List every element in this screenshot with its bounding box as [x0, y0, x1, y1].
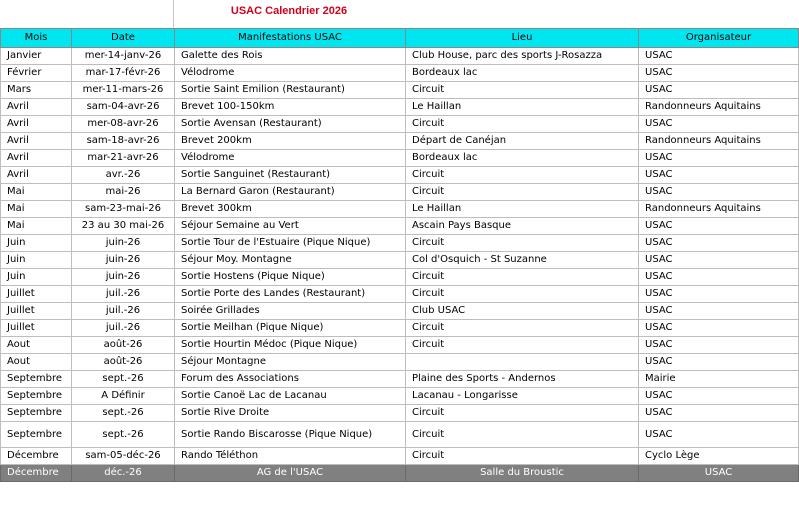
table-row: [1, 303, 799, 320]
cell-date[interactable]: juin-26: [72, 235, 175, 252]
cell-manifestation[interactable]: Brevet 200km: [175, 133, 406, 150]
cell-lieu[interactable]: Salle du Broustic: [406, 465, 639, 482]
cell-lieu[interactable]: Lacanau - Longarisse: [406, 388, 639, 405]
cell-manifestation[interactable]: Sortie Hourtin Médoc (Pique Nique): [175, 337, 406, 354]
table-row: [1, 167, 799, 184]
cell-date[interactable]: sam-23-mai-26: [72, 201, 175, 218]
cell-lieu[interactable]: Circuit: [406, 337, 639, 354]
cell-lieu[interactable]: Départ de Canéjan: [406, 133, 639, 150]
table-row: [1, 99, 799, 116]
table-row: [1, 218, 799, 235]
cell-mois[interactable]: Avril: [1, 167, 72, 184]
cell-date[interactable]: mar-21-avr-26: [72, 150, 175, 167]
cell-lieu[interactable]: Circuit: [406, 320, 639, 337]
cell-date[interactable]: sam-04-avr-26: [72, 99, 175, 116]
table-row: [1, 116, 799, 133]
table-row: [1, 150, 799, 167]
cell-mois[interactable]: Décembre: [1, 448, 72, 465]
cell-organisateur[interactable]: USAC: [639, 422, 799, 448]
header-lieu[interactable]: Lieu: [406, 29, 639, 48]
cell-date[interactable]: sam-05-déc-26: [72, 448, 175, 465]
table-row: [1, 286, 799, 303]
cell-organisateur[interactable]: USAC: [639, 218, 799, 235]
cell-manifestation[interactable]: Séjour Moy. Montagne: [175, 252, 406, 269]
cell-manifestation[interactable]: La Bernard Garon (Restaurant): [175, 184, 406, 201]
header-row: [1, 29, 799, 48]
cell-manifestation[interactable]: Sortie Rive Droite: [175, 405, 406, 422]
table-row: [1, 133, 799, 150]
cell-mois[interactable]: Juin: [1, 235, 72, 252]
cell-date[interactable]: août-26: [72, 354, 175, 371]
cell-mois[interactable]: Février: [1, 65, 72, 82]
cell-manifestation[interactable]: Sortie Meilhan (Pique Nique): [175, 320, 406, 337]
cell-lieu[interactable]: Bordeaux lac: [406, 65, 639, 82]
cell-mois[interactable]: Juin: [1, 252, 72, 269]
table-row: [1, 201, 799, 218]
table-row: [1, 388, 799, 405]
cell-manifestation[interactable]: Sortie Saint Emilion (Restaurant): [175, 82, 406, 99]
cell-lieu[interactable]: Circuit: [406, 82, 639, 99]
cell-lieu[interactable]: Le Haillan: [406, 99, 639, 116]
cell-lieu[interactable]: Circuit: [406, 116, 639, 133]
header-manifestations[interactable]: Manifestations USAC: [175, 29, 406, 48]
cell-manifestation[interactable]: Vélodrome: [175, 150, 406, 167]
cell-mois[interactable]: Juin: [1, 269, 72, 286]
cell-manifestation[interactable]: Sortie Avensan (Restaurant): [175, 116, 406, 133]
cell-organisateur[interactable]: USAC: [639, 82, 799, 99]
cell-date[interactable]: juil.-26: [72, 303, 175, 320]
cell-date[interactable]: sept.-26: [72, 405, 175, 422]
cell-lieu[interactable]: Circuit: [406, 167, 639, 184]
cell-organisateur[interactable]: USAC: [639, 184, 799, 201]
cell-date[interactable]: mer-08-avr-26: [72, 116, 175, 133]
table-body: [1, 48, 799, 482]
cell-manifestation[interactable]: Sortie Rando Biscarosse (Pique Nique): [175, 422, 406, 448]
cell-mois[interactable]: Mars: [1, 82, 72, 99]
cell-lieu[interactable]: [406, 354, 639, 371]
cell-manifestation[interactable]: Sortie Porte des Landes (Restaurant): [175, 286, 406, 303]
cell-mois[interactable]: Janvier: [1, 48, 72, 65]
cell-organisateur[interactable]: Randonneurs Aquitains: [639, 201, 799, 218]
cell-lieu[interactable]: Circuit: [406, 269, 639, 286]
cell-mois[interactable]: Aout: [1, 354, 72, 371]
cell-organisateur[interactable]: Mairie: [639, 371, 799, 388]
table-row: [1, 235, 799, 252]
cell-organisateur[interactable]: USAC: [639, 354, 799, 371]
cell-date[interactable]: avr.-26: [72, 167, 175, 184]
cell-lieu[interactable]: Circuit: [406, 422, 639, 448]
cell-organisateur[interactable]: USAC: [639, 388, 799, 405]
cell-manifestation[interactable]: Soirée Grillades: [175, 303, 406, 320]
calendar-table: [0, 28, 799, 482]
cell-manifestation[interactable]: Sortie Hostens (Pique Nique): [175, 269, 406, 286]
cell-date[interactable]: juil.-26: [72, 320, 175, 337]
table-row: [1, 320, 799, 337]
cell-mois[interactable]: Septembre: [1, 422, 72, 448]
cell-mois[interactable]: Aout: [1, 337, 72, 354]
cell-mois[interactable]: Avril: [1, 133, 72, 150]
cell-lieu[interactable]: Bordeaux lac: [406, 150, 639, 167]
cell-mois[interactable]: Mai: [1, 184, 72, 201]
cell-organisateur[interactable]: USAC: [639, 235, 799, 252]
cell-manifestation[interactable]: Sortie Sanguinet (Restaurant): [175, 167, 406, 184]
cell-organisateur[interactable]: USAC: [639, 167, 799, 184]
cell-lieu[interactable]: Club USAC: [406, 303, 639, 320]
cell-organisateur[interactable]: USAC: [639, 65, 799, 82]
table-row: [1, 269, 799, 286]
cell-mois[interactable]: Avril: [1, 99, 72, 116]
cell-manifestation[interactable]: Sortie Tour de l'Estuaire (Pique Nique): [175, 235, 406, 252]
table-row: [1, 448, 799, 465]
cell-lieu[interactable]: Circuit: [406, 184, 639, 201]
sheet-title: USAC Calendrier 2026: [230, 5, 348, 17]
cell-organisateur[interactable]: USAC: [639, 116, 799, 133]
cell-organisateur[interactable]: USAC: [639, 269, 799, 286]
cell-mois[interactable]: Septembre: [1, 371, 72, 388]
cell-date[interactable]: juin-26: [72, 252, 175, 269]
cell-mois[interactable]: Mai: [1, 201, 72, 218]
table-row: [1, 405, 799, 422]
cell-manifestation[interactable]: Vélodrome: [175, 65, 406, 82]
table-row: [1, 354, 799, 371]
cell-date[interactable]: A Définir: [72, 388, 175, 405]
cell-date[interactable]: sept.-26: [72, 422, 175, 448]
cell-mois[interactable]: Juillet: [1, 320, 72, 337]
cell-mois[interactable]: Avril: [1, 116, 72, 133]
cell-manifestation[interactable]: AG de l'USAC: [175, 465, 406, 482]
cell-manifestation[interactable]: Forum des Associations: [175, 371, 406, 388]
cell-date[interactable]: juil.-26: [72, 286, 175, 303]
cell-lieu[interactable]: Circuit: [406, 448, 639, 465]
table-row: [1, 65, 799, 82]
cell-date[interactable]: déc.-26: [72, 465, 175, 482]
cell-organisateur[interactable]: Randonneurs Aquitains: [639, 99, 799, 116]
header-mois[interactable]: Mois: [1, 29, 72, 48]
cell-manifestation[interactable]: Brevet 300km: [175, 201, 406, 218]
cell-date[interactable]: mar-17-févr-26: [72, 65, 175, 82]
header-date[interactable]: Date: [72, 29, 175, 48]
cell-date[interactable]: sam-18-avr-26: [72, 133, 175, 150]
cell-date[interactable]: mer-14-janv-26: [72, 48, 175, 65]
cell-date[interactable]: août-26: [72, 337, 175, 354]
cell-organisateur[interactable]: USAC: [639, 252, 799, 269]
cell-organisateur[interactable]: USAC: [639, 303, 799, 320]
cell-manifestation[interactable]: Galette des Rois: [175, 48, 406, 65]
cell-manifestation[interactable]: Séjour Montagne: [175, 354, 406, 371]
title-bar: [0, 0, 799, 28]
header-organisateur[interactable]: Organisateur: [639, 29, 799, 48]
table-row: [1, 184, 799, 201]
table-row: [1, 371, 799, 388]
cell-mois[interactable]: Juillet: [1, 303, 72, 320]
table-row: [1, 82, 799, 99]
table-row: [1, 422, 799, 448]
cell-lieu[interactable]: Club House, parc des sports J-Rosazza: [406, 48, 639, 65]
cell-organisateur[interactable]: USAC: [639, 405, 799, 422]
cell-organisateur[interactable]: Cyclo Lège: [639, 448, 799, 465]
cell-mois[interactable]: Décembre: [1, 465, 72, 482]
cell-organisateur[interactable]: USAC: [639, 465, 799, 482]
cell-lieu[interactable]: Plaine des Sports - Andernos: [406, 371, 639, 388]
cell-manifestation[interactable]: Sortie Canoë Lac de Lacanau: [175, 388, 406, 405]
cell-date[interactable]: mai-26: [72, 184, 175, 201]
cell-organisateur[interactable]: Randonneurs Aquitains: [639, 133, 799, 150]
cell-date[interactable]: sept.-26: [72, 371, 175, 388]
cell-mois[interactable]: Mai: [1, 218, 72, 235]
cell-mois[interactable]: Septembre: [1, 388, 72, 405]
cell-organisateur[interactable]: USAC: [639, 337, 799, 354]
cell-lieu[interactable]: Circuit: [406, 405, 639, 422]
cell-manifestation[interactable]: Rando Téléthon: [175, 448, 406, 465]
cell-manifestation[interactable]: Séjour Semaine au Vert: [175, 218, 406, 235]
table-row: [1, 48, 799, 65]
cell-organisateur[interactable]: USAC: [639, 320, 799, 337]
cell-organisateur[interactable]: USAC: [639, 286, 799, 303]
cell-lieu[interactable]: Le Haillan: [406, 201, 639, 218]
cell-date[interactable]: mer-11-mars-26: [72, 82, 175, 99]
cell-manifestation[interactable]: Brevet 100-150km: [175, 99, 406, 116]
table-row: [1, 465, 799, 482]
cell-mois[interactable]: Avril: [1, 150, 72, 167]
cell-mois[interactable]: Juillet: [1, 286, 72, 303]
cell-lieu[interactable]: Col d'Osquich - St Suzanne: [406, 252, 639, 269]
cell-date[interactable]: juin-26: [72, 269, 175, 286]
table-row: [1, 252, 799, 269]
table-row: [1, 337, 799, 354]
cell-organisateur[interactable]: USAC: [639, 150, 799, 167]
cell-organisateur[interactable]: USAC: [639, 48, 799, 65]
cell-lieu[interactable]: Ascain Pays Basque: [406, 218, 639, 235]
cell-lieu[interactable]: Circuit: [406, 286, 639, 303]
cell-lieu[interactable]: Circuit: [406, 235, 639, 252]
cell-date[interactable]: 23 au 30 mai-26: [72, 218, 175, 235]
cell-mois[interactable]: Septembre: [1, 405, 72, 422]
